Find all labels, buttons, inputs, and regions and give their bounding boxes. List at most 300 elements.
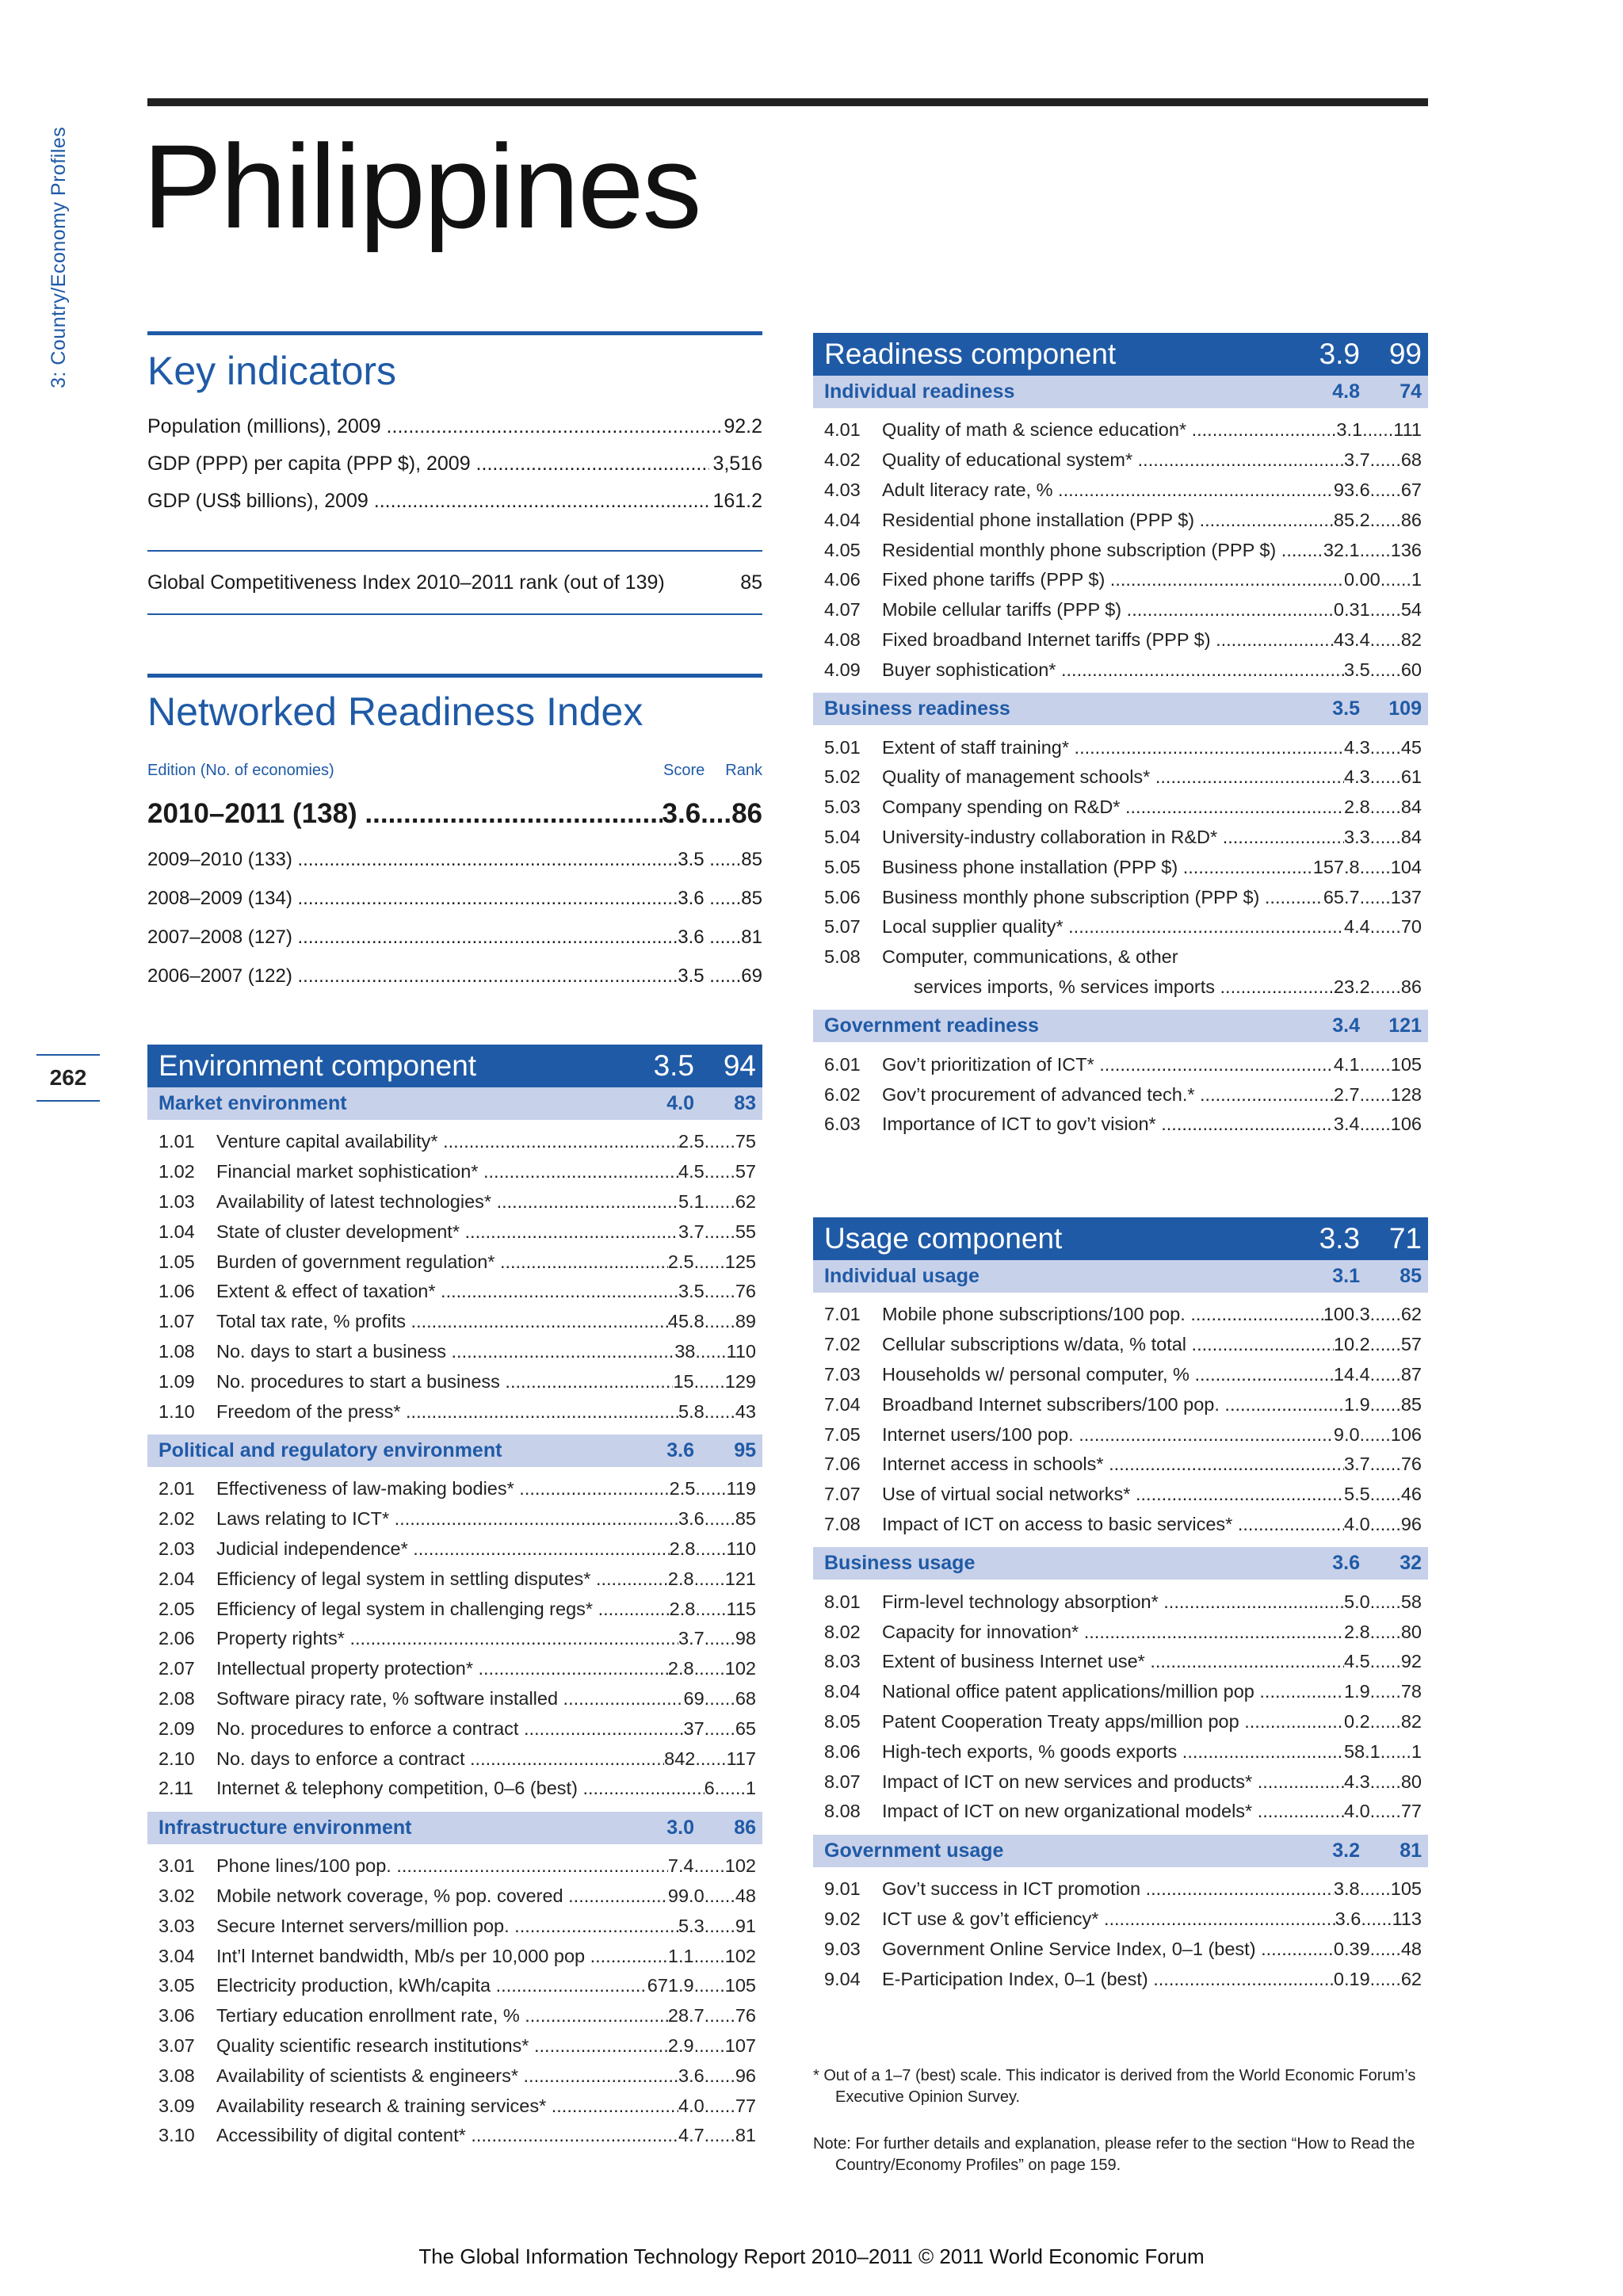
key-indicator-value: 92.2: [724, 415, 762, 437]
indicator-row: [813, 1707, 1428, 1737]
component-rank: 99: [1388, 338, 1422, 370]
indicator-score: 0.00: [1343, 569, 1381, 590]
indicator-score: 45.8: [667, 1311, 705, 1332]
component-header: [813, 333, 1428, 376]
indicator-row: [147, 1564, 762, 1594]
indicator-label: Broadband Internet subscribers/100 pop. .....: [882, 1394, 1344, 1415]
indicator-number: 5.01: [824, 736, 861, 758]
subindex-header: [813, 376, 1428, 408]
subindex-header: [813, 1547, 1428, 1580]
subindex-score: 3.6: [666, 1438, 694, 1461]
key-indicator-row: [147, 483, 762, 520]
indicator-label: Extent of business Internet use* .....: [882, 1651, 1344, 1672]
indicator-list: [147, 1844, 762, 2159]
indicator-label: Gov’t success in ICT promotion .....: [882, 1878, 1334, 1900]
indicator-label: Residential monthly phone subscription (PPP $) .....: [882, 540, 1323, 561]
indicator-rank: ...... 61: [1370, 766, 1428, 788]
indicator-score: 4.1: [1333, 1053, 1360, 1075]
indicator-number: 3.04: [158, 1945, 195, 1966]
indicator-row: [147, 1881, 762, 1912]
indicator-list: [813, 1580, 1428, 1834]
indicator-row: [147, 1594, 762, 1624]
indicator-list: [147, 1120, 762, 1435]
indicator-score: 1.9: [1344, 1681, 1370, 1702]
indicator-rank: ...... 80: [1370, 1771, 1428, 1793]
indicator-score: 2.5: [669, 1478, 696, 1499]
indicator-row: [813, 1874, 1428, 1904]
indicator-score: 4.4: [1344, 916, 1370, 938]
indicator-number: 2.11: [158, 1778, 193, 1799]
subindex-title: Political and regulatory environment: [158, 1438, 502, 1461]
indicator-number: 5.08: [824, 946, 861, 968]
indicator-rank: ...... 136: [1360, 540, 1428, 561]
indicator-number: 8.08: [824, 1801, 861, 1822]
nri-row: [147, 918, 762, 957]
indicator-score: 14.4: [1333, 1363, 1370, 1385]
subindex-rank: 32: [1400, 1552, 1422, 1575]
nri-col-score: Score: [663, 762, 705, 779]
indicator-number: 7.05: [824, 1423, 861, 1445]
indicator-label: No. procedures to enforce a contract .....: [216, 1718, 684, 1740]
indicator-score: 842: [664, 1748, 696, 1769]
indicator-score: 99.0: [667, 1885, 705, 1906]
indicator-number: 6.02: [824, 1083, 861, 1105]
indicator-rank: ...... 113: [1361, 1908, 1428, 1930]
indicator-row: [813, 1110, 1428, 1140]
component-title: Readiness component: [824, 338, 1117, 370]
indicator-number: 8.06: [824, 1740, 861, 1762]
indicator-label: Residential phone installation (PPP $) .....: [882, 510, 1334, 531]
top-rule: [147, 98, 1428, 106]
subindex-score: 3.2: [1332, 1839, 1360, 1862]
indicator-number: 5.06: [824, 886, 861, 907]
indicator-row: [813, 1389, 1428, 1419]
component-header: [147, 1045, 762, 1087]
subindex-title: Government usage: [824, 1839, 1004, 1862]
indicator-rank: ...... 86: [1370, 510, 1428, 531]
indicator-label: Business monthly phone subscription (PPP $) .....: [882, 887, 1323, 908]
indicator-label: Quality of math & science education* .....: [882, 419, 1336, 441]
indicator-row: [147, 1744, 762, 1774]
indicator-score: 2.5: [678, 1131, 705, 1152]
indicator-row: [147, 2061, 762, 2091]
indicator-number: 3.05: [158, 1975, 195, 1996]
indicator-row: [147, 1366, 762, 1396]
environment-component: [147, 1045, 762, 2159]
subindex-score: 3.1: [1332, 1265, 1360, 1287]
key-indicator-row: [147, 408, 762, 445]
indicator-rank: ...... 121: [694, 1568, 762, 1590]
indicator-label: Availability of scientists & engineers* .....: [216, 2065, 678, 2087]
indicator-rank: ...... 46: [1370, 1484, 1428, 1505]
indicator-row: [813, 1797, 1428, 1827]
subindex-score: 4.0: [666, 1092, 694, 1114]
indicator-label: Government Online Service Index, 0–1 (best) .....: [882, 1939, 1334, 1960]
indicator-label: Quality of educational system* .....: [882, 449, 1344, 471]
indicator-label: High-tech exports, % goods exports .....: [882, 1741, 1344, 1763]
subindex-header: [813, 693, 1428, 725]
indicator-score: 5.0: [1344, 1591, 1370, 1612]
indicator-number: 5.04: [824, 826, 861, 847]
usage-component: [813, 1217, 1428, 2002]
indicator-rank: ...... 57: [705, 1161, 762, 1182]
indicator-number: 6.01: [824, 1053, 861, 1075]
indicator-score: 2.5: [667, 1251, 694, 1272]
subindex-rank: 95: [734, 1438, 756, 1461]
indicator-row: [147, 1474, 762, 1504]
indicator-number: 7.07: [824, 1484, 861, 1505]
subindex-title: Individual readiness: [824, 380, 1015, 403]
note: Note: For further details and explanation, please refer to the section “How to Read the Country/Economy Profiles” on page 159.: [813, 2135, 1415, 2174]
indicator-label: Efficiency of legal system in settling disputes* .....: [216, 1568, 668, 1590]
key-indicator-label: GDP (US$ billions), 2009 .....: [147, 490, 709, 513]
indicator-row: [813, 565, 1428, 595]
indicator-row: [813, 1360, 1428, 1390]
indicator-rank: ...... 96: [705, 2065, 762, 2087]
indicator-label: services imports, % services imports .....: [882, 976, 1334, 998]
indicator-label: E-Participation Index, 0–1 (best) .....: [882, 1969, 1334, 1990]
indicator-label: No. procedures to start a business .....: [216, 1371, 673, 1392]
indicator-number: 4.04: [824, 509, 861, 530]
indicator-score: 37: [683, 1717, 705, 1739]
subindex-title: Individual usage: [824, 1265, 980, 1287]
indicator-number: 6.03: [824, 1114, 861, 1135]
indicator-label: Financial market sophistication* .....: [216, 1161, 678, 1182]
indicator-score: 4.5: [1344, 1651, 1370, 1672]
indicator-row: [147, 1127, 762, 1157]
nri-edition: 2008–2009 (134) .....: [147, 888, 678, 910]
indicator-label: Electricity production, kWh/capita .....: [216, 1975, 647, 1996]
indicator-row: [147, 1307, 762, 1337]
indicator-score: 3.3: [1344, 826, 1370, 847]
indicator-rank: ...... 98: [705, 1628, 762, 1649]
subindex-header: [813, 1010, 1428, 1042]
indicator-rank: ...... 106: [1360, 1424, 1428, 1446]
indicator-score: 2.8: [669, 1538, 696, 1559]
gci-row: [147, 552, 762, 613]
indicator-score: 43.4: [1333, 628, 1370, 650]
indicator-number: 1.05: [158, 1251, 195, 1272]
subindex-title: Infrastructure environment: [158, 1816, 412, 1839]
indicator-list: [813, 1293, 1428, 1547]
indicator-number: 4.03: [824, 479, 861, 500]
indicator-row: [813, 1330, 1428, 1360]
indicator-row-continued: [813, 972, 1428, 1003]
indicator-label: Efficiency of legal system in challenging regs* .....: [216, 1599, 670, 1620]
indicator-number: 8.05: [824, 1710, 861, 1732]
indicator-label: Patent Cooperation Treaty apps/million pop .....: [882, 1711, 1344, 1733]
indicator-score: 4.0: [1344, 1513, 1370, 1534]
indicator-row: [813, 912, 1428, 942]
indicator-number: 7.01: [824, 1304, 861, 1325]
indicator-number: 3.07: [158, 2034, 195, 2056]
indicator-number: 2.03: [158, 1538, 195, 1559]
indicator-number: 2.01: [158, 1478, 195, 1499]
indicator-label: Fixed broadband Internet tariffs (PPP $) .....: [882, 629, 1334, 651]
indicator-rank: ...... 128: [1360, 1084, 1428, 1106]
indicator-score: 3.7: [678, 1221, 705, 1242]
indicator-score: 2.8: [667, 1658, 694, 1679]
indicator-rank: ...... 92: [1370, 1651, 1428, 1672]
indicator-number: 3.02: [158, 1885, 195, 1906]
indicator-rank: ...... 43: [705, 1401, 762, 1423]
indicator-row: [147, 1157, 762, 1187]
indicator-rank: ...... 68: [1370, 449, 1428, 471]
indicator-number: 4.01: [824, 419, 861, 441]
subindex-header: [813, 1835, 1428, 1867]
indicator-rank: ...... 76: [705, 1281, 762, 1302]
indicator-rank: ...... 65: [705, 1718, 762, 1740]
indicator-score: 0.19: [1333, 1968, 1370, 1989]
subindex-rank: 121: [1388, 1014, 1422, 1037]
key-indicator-label: Population (millions), 2009 .....: [147, 415, 720, 438]
key-indicators-section: [147, 331, 762, 615]
indicator-number: 1.10: [158, 1400, 195, 1422]
indicator-number: 8.01: [824, 1591, 861, 1612]
indicator-score: 3.7: [1344, 449, 1370, 471]
indicator-score: 0.31: [1333, 599, 1370, 621]
indicator-number: 4.06: [824, 569, 861, 590]
indicator-rank: ...... 62: [1370, 1969, 1428, 1990]
indicator-number: 8.07: [824, 1771, 861, 1792]
indicator-rank: ...... 1: [1381, 1741, 1428, 1763]
nri-col-rank: Rank: [725, 762, 762, 779]
indicator-rank: ...... 48: [705, 1885, 762, 1907]
indicator-label: Software piracy rate, % software installed .....: [216, 1688, 684, 1710]
indicator-rank: ...... 89: [705, 1311, 762, 1332]
indicator-label: No. days to enforce a contract .....: [216, 1748, 664, 1770]
indicator-number: 7.08: [824, 1513, 861, 1534]
indicator-score: 2.8: [667, 1568, 694, 1589]
readiness-component: [813, 333, 1428, 1148]
indicator-row: [813, 882, 1428, 912]
indicator-label: Impact of ICT on new organizational models* .....: [882, 1801, 1344, 1822]
indicator-label: No. days to start a business .....: [216, 1341, 674, 1362]
indicator-label: Capacity for innovation* .....: [882, 1622, 1344, 1643]
indicator-row: [813, 655, 1428, 685]
indicator-label: Freedom of the press* .....: [216, 1401, 678, 1423]
indicator-rank: ...... 58: [1370, 1591, 1428, 1613]
indicator-rank: ...... 62: [705, 1191, 762, 1213]
nri-edition: 2007–2008 (127) .....: [147, 926, 678, 949]
indicator-label: Total tax rate, % profits .....: [216, 1311, 668, 1332]
subindex-rank: 85: [1400, 1265, 1422, 1287]
indicator-rank: ...... 115: [695, 1599, 762, 1620]
indicator-label: Extent & effect of taxation* .....: [216, 1281, 678, 1302]
indicator-number: 4.02: [824, 449, 861, 471]
indicator-row: [813, 1510, 1428, 1540]
indicator-row: [813, 823, 1428, 853]
indicator-row: [147, 2001, 762, 2031]
indicator-label: Mobile cellular tariffs (PPP $) .....: [882, 599, 1334, 621]
indicator-score: 5.3: [678, 1915, 705, 1936]
indicator-label: State of cluster development* .....: [216, 1221, 678, 1243]
indicator-number: 4.05: [824, 539, 861, 560]
indicator-row: [813, 1049, 1428, 1079]
indicator-label: Computer, communications, & other: [882, 946, 1178, 968]
indicator-number: 5.02: [824, 766, 861, 788]
indicator-number: 2.06: [158, 1628, 195, 1649]
indicator-row: [147, 1504, 762, 1534]
indicator-score: 4.5: [678, 1161, 705, 1182]
indicator-rank: ...... 77: [1370, 1801, 1428, 1822]
indicator-number: 1.07: [158, 1311, 195, 1332]
indicator-score: 2.8: [1344, 797, 1370, 818]
indicator-score: 2.8: [669, 1598, 696, 1619]
indicator-score: 4.0: [1344, 1801, 1370, 1822]
indicator-label: Int’l Internet bandwidth, Mb/s per 10,000 pop .....: [216, 1946, 668, 1967]
indicator-rank: ...... 86: [1370, 976, 1428, 998]
indicator-list: [813, 1867, 1428, 2002]
indicator-label: Secure Internet servers/million pop. .....: [216, 1916, 678, 1937]
page-number: 262: [36, 1054, 100, 1102]
indicator-rank: ...... 84: [1370, 827, 1428, 848]
indicator-label: Accessibility of digital content* .....: [216, 2125, 678, 2146]
indicator-row: [147, 1217, 762, 1247]
component-rank: 94: [723, 1049, 756, 1082]
indicator-list: [813, 408, 1428, 693]
indicator-label: University-industry collaboration in R&D* .....: [882, 827, 1344, 848]
indicator-row: [147, 1851, 762, 1881]
indicator-row: [813, 1677, 1428, 1707]
indicator-score: 4.0: [678, 2095, 705, 2116]
key-indicator-value: 3,516: [712, 453, 762, 475]
indicator-row: [813, 476, 1428, 506]
indicator-score: 58.1: [1343, 1740, 1381, 1762]
indicator-number: 8.02: [824, 1621, 861, 1642]
indicator-row: [813, 445, 1428, 476]
indicator-rank: ...... 80: [1370, 1622, 1428, 1643]
indicator-rank: ...... 82: [1370, 629, 1428, 651]
indicator-rank: ...... 102: [694, 1946, 762, 1967]
indicator-label: Fixed phone tariffs (PPP $) .....: [882, 569, 1344, 590]
nri-row: [147, 840, 762, 879]
indicator-rank: ...... 68: [705, 1688, 762, 1710]
indicator-score: 3.6: [678, 1508, 705, 1530]
gci-bottom-divider: [147, 613, 762, 615]
indicator-label: Extent of staff training* .....: [882, 737, 1344, 758]
subindex-header: [147, 1087, 762, 1120]
indicator-number: 1.02: [158, 1161, 195, 1182]
indicator-label: Buyer sophistication* .....: [882, 659, 1344, 681]
indicator-rank: ...... 84: [1370, 797, 1428, 818]
indicator-row: [813, 1587, 1428, 1617]
nri-column-headers: [147, 762, 762, 780]
indicator-number: 7.03: [824, 1363, 861, 1385]
indicator-score: 5.1: [678, 1190, 705, 1212]
indicator-row: [813, 1480, 1428, 1510]
indicator-label: Internet users/100 pop. .....: [882, 1424, 1334, 1446]
page-title: Philippines: [143, 120, 701, 253]
indicator-label: Laws relating to ICT* .....: [216, 1508, 678, 1530]
indicator-label: Firm-level technology absorption* .....: [882, 1591, 1344, 1613]
indicator-score: 5.8: [678, 1400, 705, 1422]
indicator-score: 2.8: [1344, 1621, 1370, 1642]
indicator-rank: ...... 106: [1360, 1114, 1428, 1135]
nri-col-edition: Edition (No. of economies): [147, 762, 334, 779]
indicator-score: 4.7: [678, 2125, 705, 2146]
indicator-row: [147, 2031, 762, 2061]
indicator-label: Tertiary education enrollment rate, % .....: [216, 2005, 668, 2027]
indicator-score: 32.1: [1323, 539, 1360, 560]
indicator-label: Business phone installation (PPP $) .....: [882, 857, 1313, 878]
indicator-rank: ...... 119: [695, 1478, 762, 1499]
indicator-number: 1.03: [158, 1190, 195, 1212]
indicator-score: 3.6: [678, 2065, 705, 2086]
gci-value: 85: [740, 571, 762, 594]
indicator-rank: ...... 125: [694, 1251, 762, 1273]
nri-value: 3.6 ......85: [678, 887, 762, 909]
indicator-rank: ...... 111: [1362, 419, 1428, 441]
indicator-row: [813, 942, 1428, 972]
indicator-number: 1.09: [158, 1370, 195, 1392]
indicator-rank: ...... 67: [1370, 479, 1428, 501]
indicator-number: 8.04: [824, 1681, 861, 1702]
indicator-rank: ...... 1: [715, 1778, 762, 1799]
footnote: * Out of a 1–7 (best) scale. This indicator is derived from the World Economic Forum’s Executive Opinion Survey.: [813, 2067, 1416, 2106]
subindex-title: Business usage: [824, 1552, 976, 1575]
indicator-row: [813, 1617, 1428, 1647]
indicator-list: [147, 1467, 762, 1812]
indicator-rank: ...... 105: [694, 1975, 762, 1996]
indicator-row: [147, 1277, 762, 1307]
nri-value: 3.5 ......69: [678, 965, 762, 987]
component-title: Usage component: [824, 1222, 1063, 1255]
indicator-number: 2.09: [158, 1717, 195, 1739]
indicator-row: [813, 1934, 1428, 1964]
indicator-rank: ...... 129: [694, 1371, 762, 1392]
indicator-row: [813, 793, 1428, 823]
indicator-list: [813, 725, 1428, 1010]
indicator-row: [147, 1684, 762, 1714]
indicator-score: 1.1: [667, 1945, 694, 1966]
indicator-label: Households w/ personal computer, % .....: [882, 1364, 1334, 1385]
subindex-rank: 109: [1388, 697, 1422, 720]
component-score: 3.5: [653, 1049, 694, 1082]
indicator-rank: ...... 107: [694, 2035, 762, 2057]
indicator-score: 671.9: [647, 1975, 694, 1996]
component-score: 3.9: [1319, 338, 1360, 370]
indicator-row: [813, 762, 1428, 793]
indicator-label: Importance of ICT to gov’t vision* .....: [882, 1114, 1334, 1135]
subindex-rank: 81: [1400, 1839, 1422, 1862]
indicator-score: 1.9: [1344, 1393, 1370, 1415]
component-header: [813, 1217, 1428, 1260]
indicator-rank: ...... 85: [1370, 1394, 1428, 1415]
indicator-label: Judicial independence* .....: [216, 1538, 670, 1560]
indicator-score: 3.8: [1333, 1878, 1360, 1900]
indicator-rank: ...... 55: [705, 1221, 762, 1243]
indicator-score: 0.39: [1333, 1938, 1370, 1959]
indicator-label: Intellectual property protection* .....: [216, 1658, 668, 1679]
indicator-row: [813, 625, 1428, 655]
indicator-number: 2.04: [158, 1568, 195, 1589]
indicator-score: 5.5: [1344, 1484, 1370, 1505]
indicator-rank: ...... 60: [1370, 659, 1428, 681]
indicator-number: 3.10: [158, 2125, 195, 2146]
indicator-label: Venture capital availability* .....: [216, 1131, 678, 1152]
indicator-row: [813, 1079, 1428, 1110]
indicator-number: 4.09: [824, 659, 861, 680]
nri-value: 3.5 ......85: [678, 848, 762, 870]
indicator-number: 9.02: [824, 1908, 861, 1929]
indicator-row: [813, 1647, 1428, 1677]
indicator-row: [147, 1187, 762, 1217]
indicator-label: Property rights* .....: [216, 1628, 678, 1649]
indicator-row: [147, 2091, 762, 2121]
nri-section: [147, 674, 762, 995]
key-indicator-row: [147, 445, 762, 483]
